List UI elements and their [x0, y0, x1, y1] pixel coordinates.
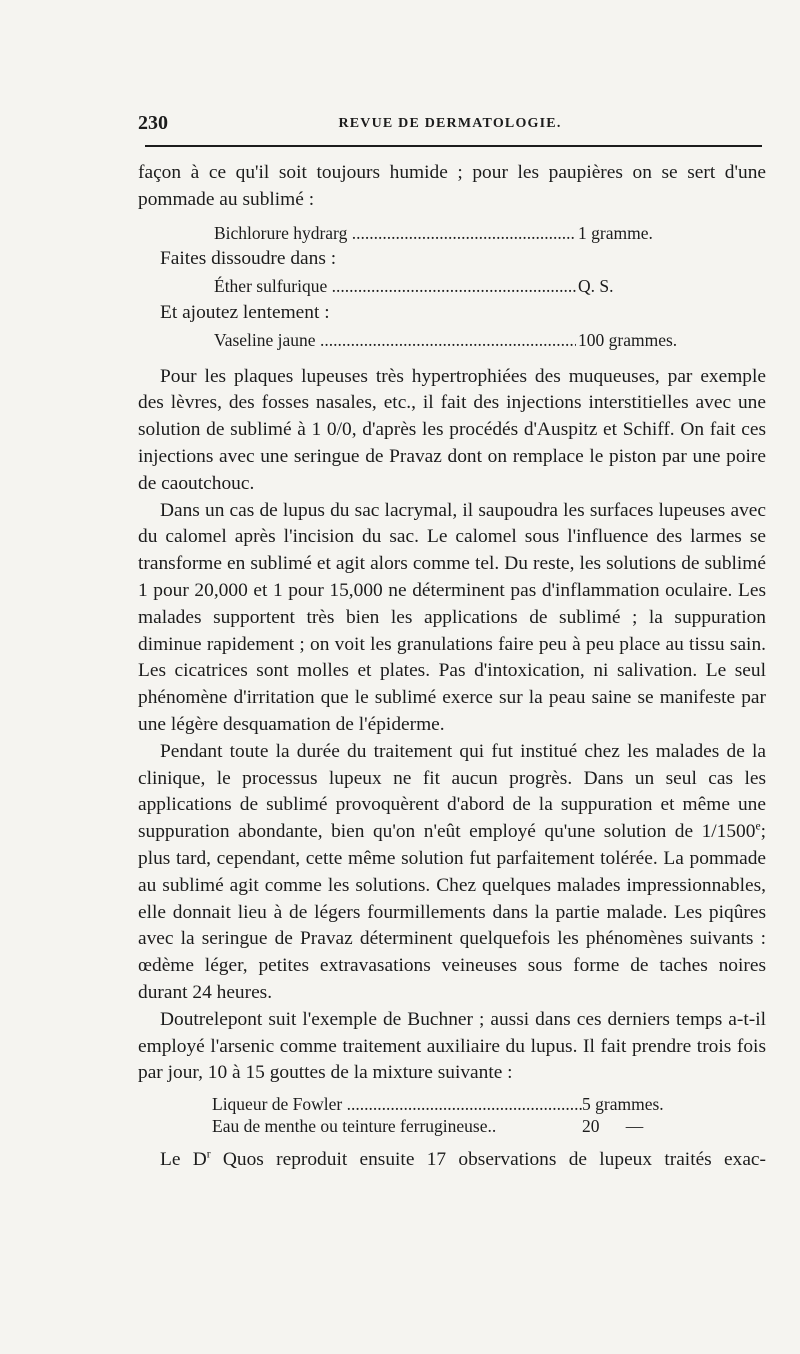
recipe-line [138, 1093, 766, 1115]
running-header [138, 112, 762, 136]
superscript: r [206, 1147, 211, 1161]
paragraph-text: ; plus tard, cependant, cette même solution fut parfaitement tolérée. La pommade au sublimé agit comme les solutions. Chez quelques malades impressionnables, elle donnait lieu à de légers fourmillements dans la partie malade. Les piqûres avec la seringue de Pravaz déterminent quelquefois les phénomènes suivants : œdème léger, petites extravasations veineuses sous forme de taches noires durant 24 heures. [138, 821, 766, 1003]
paragraph: Dans un cas de lupus du sac lacrymal, il saupoudra les surfaces lupeuses avec du calomel après l'incision du sac. Le calomel sous l'influence des larmes se transforme en sublimé et agit alors comme tel. Du reste, les solutions de sublimé 1 pour 20,000 et 1 pour 15,000 ne déterminent pas d'inflammation oculaire. Les malades supportent très bien les applications de sublimé ; la suppuration diminue rapidement ; on voit les granulations faire peu à peu place au tissu sain. Les cicatrices sont molles et plates. Pas d'intoxication, ni salivation. Le seul phénomène d'irritation que le sublimé exerce sur la peau saine se manifeste par une légère desquamation de l'épiderme. [138, 499, 766, 735]
body-text [138, 160, 766, 1174]
paragraph-text: Le D [160, 1149, 207, 1171]
recipe-line [138, 327, 766, 354]
recipe-item: Eau de menthe ou teinture ferrugineuse.. [212, 1116, 497, 1137]
paragraph-text: Pendant toute la durée du traitement qui fut institué chez les malades de la clinique, le processus lupeux ne fit aucun progrès. Dans un seul cas les applications de sublimé provoquèrent d'abord de la suppuration et même une suppuration abondante, bien qu'on n'eût employé qu'une solution de 1/1500 [138, 740, 766, 843]
recipe-item: Éther sulfurique ..... [214, 273, 576, 300]
recipe-item: Bichlorure hydrarg ..... [214, 220, 576, 247]
recipe-quantity: 1 gramme. [578, 222, 653, 243]
paragraph [138, 1147, 766, 1174]
recipe-item: Vaseline jaune ..... [214, 327, 576, 354]
paragraph: Pour les plaques lupeuses très hypertrophiées des muqueuses, par exemple des lèvres, des fosses nasales, etc., il fait des injections interstitielles avec une solution de sublimé à 1 0/0, d'après les procédés d'Auspitz et Schiff. On fait ces injections avec une seringue de Pravaz dont on remplace le piston par une poire de caoutchouc. [138, 365, 766, 494]
recipe-instruction: Faites dissoudre dans : [160, 248, 337, 270]
superscript: e [755, 819, 761, 833]
recipe-instruction: Et ajoutez lentement : [160, 301, 330, 323]
recipe-line [138, 1115, 766, 1137]
paragraph-text: Quos reproduit ensuite 17 observations de lupeux traités exac- [210, 1149, 766, 1171]
recipe [138, 220, 766, 354]
running-title: REVUE DE DERMATOLOGIE. [338, 116, 562, 131]
paragraph [138, 739, 766, 1007]
page-number: 230 [138, 112, 168, 134]
recipe-line [138, 220, 766, 247]
header-rule [145, 145, 762, 147]
paragraph: façon à ce qu'il soit toujours humide ; pour les paupières on se sert d'une pommade au sublimé : [138, 162, 766, 210]
mixture-recipe [138, 1093, 766, 1137]
recipe-item: Liqueur de Fowler ..... [212, 1093, 584, 1115]
recipe-quantity: Q. S. [578, 276, 614, 297]
recipe-line [138, 273, 766, 300]
recipe-quantity: 5 grammes. [582, 1094, 664, 1115]
recipe-quantity: 20 — [582, 1116, 644, 1137]
recipe-quantity: 100 grammes. [578, 329, 678, 350]
paragraph: Doutrelepont suit l'exemple de Buchner ; aussi dans ces derniers temps a-t-il employé l'arsenic comme traitement auxiliaire du lupus. Il fait prendre trois fois par jour, 10 à 15 gouttes de la mixture suivante : [138, 1008, 766, 1084]
